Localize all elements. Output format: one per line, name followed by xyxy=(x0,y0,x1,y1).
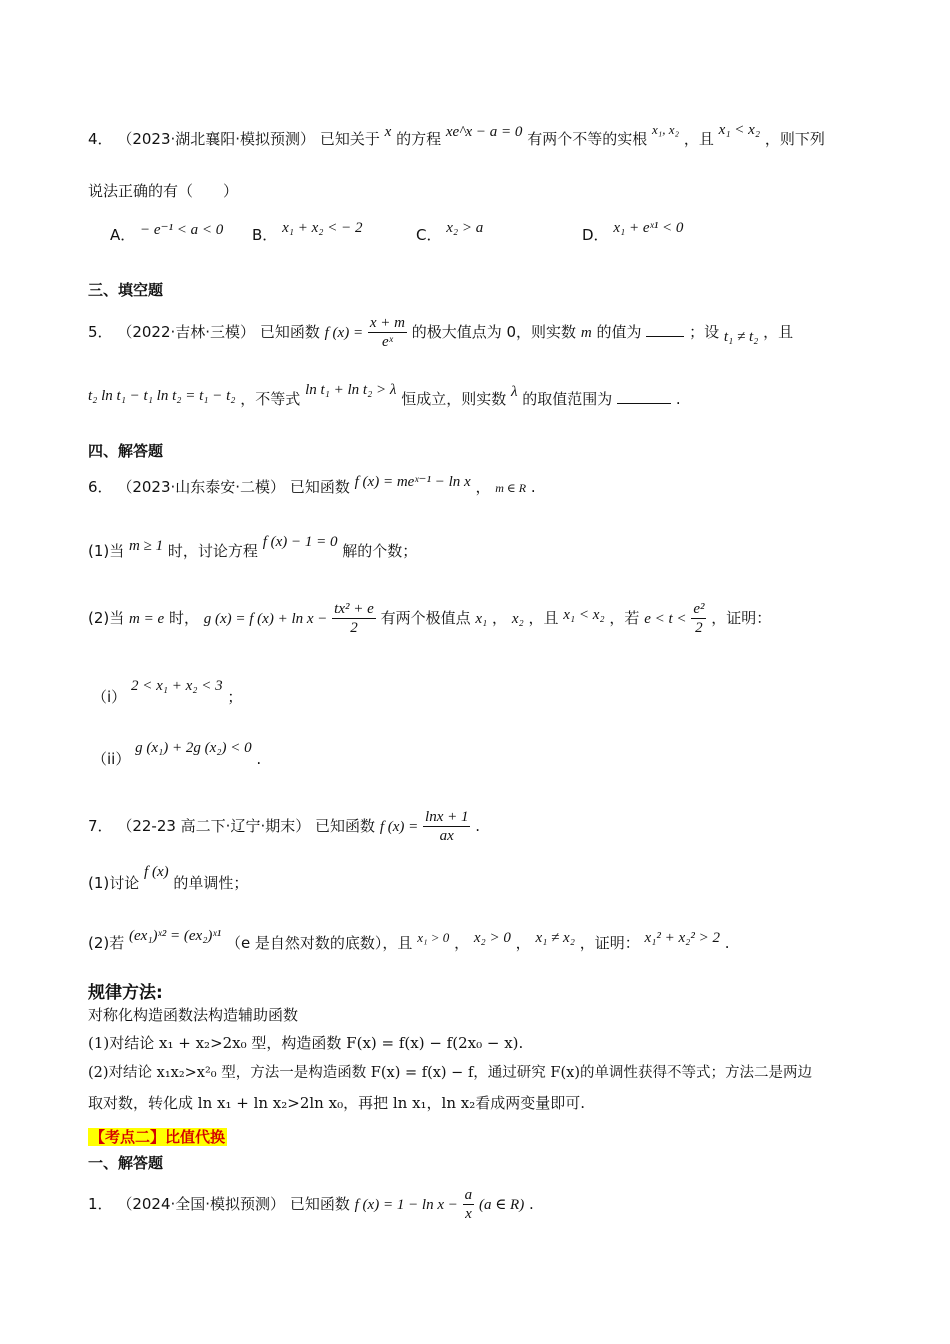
option-expr: x₁ + eˣ¹ < 0 xyxy=(613,220,684,236)
q5-function-lhs: f (x) = xyxy=(324,325,364,341)
q6-x1: x₁ xyxy=(475,611,488,627)
q1-text: 已知函数 xyxy=(289,1195,350,1213)
q7-part1 xyxy=(88,864,249,895)
q7-text: （e 是自然对数的底数），且 xyxy=(225,934,413,952)
q6-i-expression: 2 < x₁ + x₂ < 3 xyxy=(130,678,223,694)
q5-text: . xyxy=(675,390,681,408)
q7-part2 xyxy=(88,928,730,955)
q5-lambda: λ xyxy=(511,384,518,400)
fraction-numerator: a xyxy=(464,1187,473,1203)
q7-text: . xyxy=(724,934,730,952)
q6-t-range: e < t < xyxy=(644,611,687,627)
q6-text: ， xyxy=(475,478,491,496)
q7-condition: x₁ ≠ x₂ xyxy=(535,930,575,946)
fraction-denominator: 2 xyxy=(350,620,358,636)
q4-line2 xyxy=(88,180,238,202)
q6-x2: x₂ xyxy=(511,611,524,627)
q4-option-b[interactable] xyxy=(252,220,363,247)
q4-line1 xyxy=(88,122,825,151)
q4-number: 4． xyxy=(88,130,113,148)
q5-text: ，且 xyxy=(763,323,794,341)
q4-text: 说法正确的有（ ） xyxy=(88,182,239,200)
method-line: 取对数，转化成 ln x₁ + ln x₂>2ln x₀，再把 ln x₁，ln x₂看成两变量即可. xyxy=(88,1094,586,1112)
q5-text: 已知函数 xyxy=(259,323,320,341)
q7-line1 xyxy=(88,808,480,845)
q5-text: ；设 xyxy=(689,323,720,341)
q1-line1 xyxy=(88,1186,534,1223)
q4-text: 的方程 xyxy=(396,130,442,148)
q5-line2 xyxy=(88,382,681,411)
q7-conclusion: x₁² + x₂² > 2 xyxy=(644,930,720,946)
q4-text: ，则下列 xyxy=(764,130,825,148)
section-heading: 四、解答题 xyxy=(88,442,164,460)
section-heading: 一、解答题 xyxy=(88,1154,164,1172)
q7-source: （22-23 高二下·辽宁·期末） xyxy=(117,817,311,835)
q4-var-x: x xyxy=(384,124,392,140)
q5-var-m: m xyxy=(580,325,592,341)
option-expr: − e⁻¹ < a < 0 xyxy=(140,222,224,238)
q6-number: 6． xyxy=(88,478,113,496)
q6-equation: f (x) − 1 = 0 xyxy=(262,534,338,550)
q6-order: x₁ < x₂ xyxy=(563,607,605,623)
q7-number: 7． xyxy=(88,817,113,835)
q6-text: 时， xyxy=(168,609,199,627)
q7-text: (1)讨论 xyxy=(88,874,140,892)
q6-text: ，证明： xyxy=(711,609,772,627)
q4-text: 已知关于 xyxy=(319,130,380,148)
q7-text: ， xyxy=(454,934,470,952)
q4-option-d[interactable] xyxy=(582,220,684,247)
q6-source: （2023·山东泰安·二模） xyxy=(117,478,286,496)
fraction-denominator: x xyxy=(465,1206,472,1222)
q5-inequality: ln t₁ + ln t₂ > λ xyxy=(305,382,397,398)
q1-number: 1． xyxy=(88,1195,113,1213)
q7-equation: (ex₁)ˣ² = (ex₂)ˣ¹ xyxy=(129,928,222,944)
q5-condition: t₁ ≠ t₂ xyxy=(723,329,759,345)
subpart-label: （ii） xyxy=(92,750,131,768)
q1-source: （2024·全国·模拟预测） xyxy=(117,1195,286,1213)
q7-condition: x₂ > 0 xyxy=(473,930,511,946)
q4-text: ，且 xyxy=(683,130,714,148)
q7-text: (2)若 xyxy=(88,934,125,952)
q4-order: x₁ < x₂ xyxy=(718,122,761,138)
q6-g-fraction xyxy=(332,600,376,637)
q6-part1 xyxy=(88,534,418,563)
q5-text: 的取值范围为 xyxy=(522,390,613,408)
q7-text: ， xyxy=(515,934,531,952)
q1-fraction xyxy=(463,1186,475,1223)
q6-subpart-ii xyxy=(92,740,262,771)
method-line: 对称化构造函数法构造辅助函数 xyxy=(88,1006,299,1024)
q6-t-fraction xyxy=(691,600,706,637)
q6-text: 有两个极值点 xyxy=(380,609,471,627)
fraction-denominator: ax xyxy=(439,828,454,844)
q6-text: ，若 xyxy=(609,609,640,627)
q5-number: 5． xyxy=(88,323,113,341)
option-label: D． xyxy=(582,226,609,244)
q6-domain: m ∈ R xyxy=(495,481,527,495)
q6-text: (1)当 xyxy=(88,542,125,560)
q7-condition: x₁ > 0 xyxy=(417,930,450,945)
q6-function: f (x) = meˣ⁻¹ − ln x xyxy=(354,474,471,490)
q6-text: ； xyxy=(227,688,243,706)
q4-option-a[interactable] xyxy=(110,224,223,247)
answer-blank[interactable] xyxy=(617,389,671,404)
q4-equation: xe^x − a = 0 xyxy=(445,124,523,140)
q4-option-c[interactable] xyxy=(416,220,484,247)
fraction-denominator: 2 xyxy=(695,620,703,636)
q6-text: . xyxy=(530,478,536,496)
q5-text: ，不等式 xyxy=(240,390,301,408)
q6-subpart-i xyxy=(92,678,243,709)
fraction-numerator: e² xyxy=(693,601,705,617)
q7-fraction xyxy=(423,808,470,845)
option-label: A． xyxy=(110,226,136,244)
q1-text: . xyxy=(529,1195,534,1213)
subpart-label: （i） xyxy=(92,688,127,706)
kaodian-heading xyxy=(88,1126,227,1148)
q4-source: （2023·湖北襄阳·模拟预测） xyxy=(117,130,316,148)
q6-ii-expression: g (x₁) + 2g (x₂) < 0 xyxy=(135,740,252,756)
q5-fraction xyxy=(368,314,407,351)
q6-text: 时，讨论方程 xyxy=(167,542,258,560)
q5-text: 恒成立，则实数 xyxy=(401,390,507,408)
q4-text: 有两个不等的实根 xyxy=(527,130,648,148)
q5-line1 xyxy=(88,314,793,351)
option-label: B． xyxy=(252,226,278,244)
q7-text: 已知函数 xyxy=(315,817,376,835)
q7-function-lhs: f (x) = xyxy=(379,819,419,835)
answer-blank[interactable] xyxy=(646,322,684,337)
q6-part2 xyxy=(88,600,771,637)
option-expr: x₁ + x₂ < − 2 xyxy=(282,220,363,236)
q5-equation: t₂ ln t₁ − t₁ ln t₂ = t₁ − t₂ xyxy=(88,388,236,404)
q6-text: 解的个数； xyxy=(342,542,418,560)
q5-text: 的极大值点为 0，则实数 xyxy=(411,323,577,341)
q7-text: ，证明： xyxy=(579,934,640,952)
q6-text: . xyxy=(256,750,262,768)
q5-source: （2022·吉林·三模） xyxy=(117,323,256,341)
option-label: C． xyxy=(416,226,442,244)
q7-text: 的单调性； xyxy=(173,874,249,892)
q6-line1 xyxy=(88,476,536,499)
q1-domain: (a ∈ R) xyxy=(478,1197,525,1213)
q7-f: f (x) xyxy=(144,864,169,880)
q6-condition: m = e xyxy=(129,611,165,627)
section-heading: 三、填空题 xyxy=(88,281,164,299)
method-line: (1)对结论 x₁ + x₂>2x₀ 型，构造函数 F(x) = f(x) − f(2x₀ − x). xyxy=(88,1034,524,1052)
q7-text: . xyxy=(475,817,481,835)
q5-text: 的值为 xyxy=(596,323,642,341)
q6-g-function: g (x) = f (x) + ln x − xyxy=(203,611,328,627)
q6-text: (2)当 xyxy=(88,609,125,627)
q6-text: ， xyxy=(492,609,508,627)
fraction-denominator: eˣ xyxy=(381,334,393,350)
fraction-numerator: tx² + e xyxy=(334,601,374,617)
method-line: (2)对结论 x₁x₂>x²₀ 型，方法一是构造函数 F(x) = f(x) − f，通过研究 F(x)的单调性获得不等式；方法二是两边 xyxy=(88,1065,812,1081)
fraction-numerator: x + m xyxy=(369,315,405,331)
q1-function-lhs: f (x) = 1 − ln x − xyxy=(354,1197,458,1213)
option-expr: x₂ > a xyxy=(446,220,484,236)
q6-text: 已知函数 xyxy=(289,478,350,496)
kaodian-label: 【考点二】比值代换 xyxy=(90,1128,226,1146)
q6-text: ，且 xyxy=(528,609,559,627)
method-title: 规律方法: xyxy=(88,983,163,1003)
fraction-numerator: lnx + 1 xyxy=(425,809,469,825)
q6-condition: m ≥ 1 xyxy=(129,538,164,554)
q4-roots: x₁, x₂ xyxy=(652,122,680,137)
